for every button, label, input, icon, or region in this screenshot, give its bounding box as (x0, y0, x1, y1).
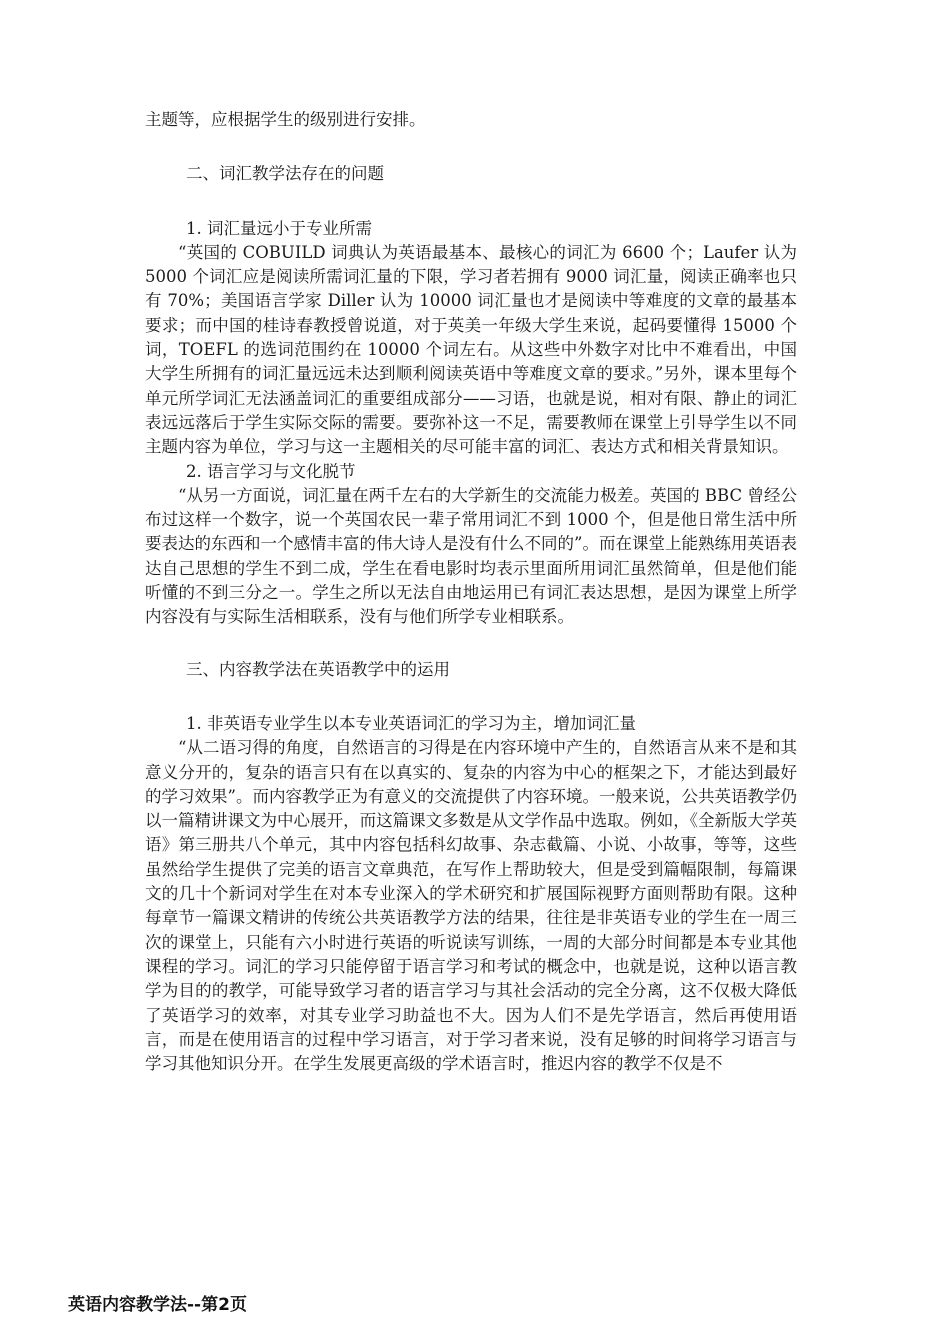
section-2-item-2-heading: 2. 语言学习与文化脱节 (186, 461, 356, 481)
document-body (145, 108, 797, 1076)
section-3-heading: 三、内容教学法在英语教学中的运用 (186, 659, 450, 679)
section-3-item-1-paragraph: “从二语习得的角度，自然语言的习得是在内容环境中产生的，自然语言从来不是和其意义分开的，复杂的语言只有在以真实的、复杂的内容为中心的框架之下，才能达到最好的学习效果”。而内容教学正为有意义的交流提供了内容环境。一般来说，公共英语教学仍以一篇精讲课文为中心展开，而这篇课文多数是从文学作品中选取。例如，《全新版大学英语》第三册共八个单元，其中内容包括科幻故事、杂志截篇、小说、小故事，等等，这些虽然给学生提供了完美的语言文章典范，在写作上帮助较大，但是受到篇幅限制，每篇课文的几十个新词对学生在对本专业深入的学术研究和扩展国际视野方面则帮助有限。这种每章节一篇课文精讲的传统公共英语教学方法的结果，往往是非英语专业的学生在一周三次的课堂上，只能有六小时进行英语的听说读写训练，一周的大部分时间都是本专业其他课程的学习。词汇的学习只能停留于语言学习和考试的概念中，也就是说，这种以语言教学为目的的教学，可能导致学习者的语言学习与其社会活动的完全分离，这不仅极大降低了英语学习的效率，对其专业学习助益也不大。因为人们不是先学语言，然后再使用语言，而是在使用语言的过程中学习语言，对于学习者来说，没有足够的时间将学习语言与学习其他知识分开。在学生发展更高级的学术语言时，推迟内容的教学不仅是不 (145, 738, 797, 1074)
section-2-item-1-heading: 1. 词汇量远小于专业所需 (186, 218, 372, 238)
section-2-item-1-paragraph: “英国的 COBUILD 词典认为英语最基本、最核心的词汇为 6600 个；Laufer 认为 5000 个词汇应是阅读所需词汇量的下限，学习者若拥有 9000 词汇量，阅读正确率也只有 70%；美国语言学家 Diller 认为 10000 词汇量也才是阅读中等难度的文章的最基本要求；而中国的桂诗春教授曾说道，对于英美一年级大学生来说，起码要懂得 15000 个词，TOEFL 的选词范围约在 10000 个词左右。从这些中外数字对比中不难看出，中国大学生所拥有的词汇量远远未达到顺利阅读英语中等难度文章的要求。”另外，课本里每个单元所学词汇无法涵盖词汇的重要组成部分——习语，也就是说，相对有限、静止的词汇表远远落后于学生实际交际的需要。要弥补这一不足，需要教师在课堂上引导学生以不同主题内容为单位，学习与这一主题相关的尽可能丰富的词汇、表达方式和相关背景知识。 (145, 242, 797, 457)
section-3-item-1-heading: 1. 非英语专业学生以本专业英语词汇的学习为主，增加词汇量 (186, 713, 636, 733)
section-2-heading: 二、词汇教学法存在的问题 (186, 164, 384, 184)
page-footer: 英语内容教学法--第2页 (68, 1295, 247, 1315)
paragraph-intro-tail: 主题等，应根据学生的级别进行安排。 (145, 110, 426, 129)
section-2-item-2-paragraph: “从另一方面说，词汇量在两千左右的大学新生的交流能力极差。英国的 BBC 曾经公布过这样一个数字，说一个英国农民一辈子常用词汇不到 1000 个，但是他日常生活中所要表达的东西和一个感情丰富的伟大诗人是没有什么不同的”。而在课堂上能熟练用英语表达自己思想的学生不到二成，学生在看电影时均表示里面所用词汇虽然简单，但是他们能听懂的不到三分之一。学生之所以无法自由地运用已有词汇表达思想，是因为课堂上所学内容没有与实际生活相联系，没有与他们所学专业相联系。 (145, 485, 797, 627)
